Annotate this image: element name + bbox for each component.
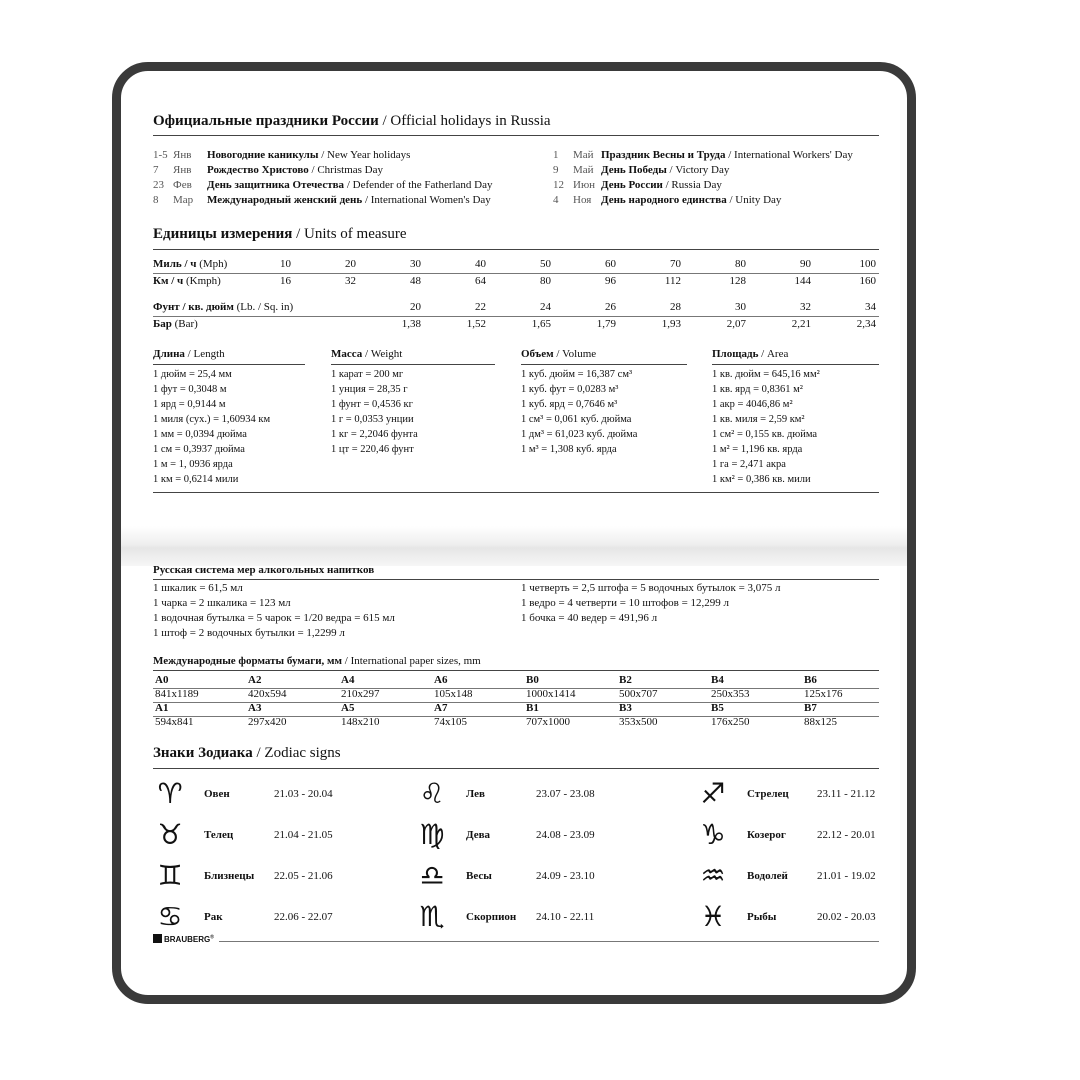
aquarius-icon: ♒ bbox=[700, 859, 726, 892]
weight-item: 1 кг = 2,2046 фунта bbox=[331, 429, 418, 440]
unit-value: 70 bbox=[670, 258, 681, 270]
weight-item: 1 унция = 28,35 г bbox=[331, 384, 408, 395]
libra-icon: ♎ bbox=[419, 859, 445, 892]
holiday-name bbox=[207, 149, 410, 161]
holiday-name bbox=[207, 194, 491, 206]
holiday-name-ru: День Победы bbox=[601, 164, 667, 176]
psi-label: Фунт / кв. дюйм (Lb. / Sq. in) bbox=[153, 301, 294, 313]
unit-value: 160 bbox=[859, 275, 876, 287]
zodiac-dates: 21.01 - 19.02 bbox=[817, 870, 876, 882]
paper-size: 250x353 bbox=[711, 688, 750, 700]
holiday-date: 8 bbox=[153, 194, 159, 206]
zodiac-title bbox=[153, 745, 341, 762]
unit-value: 60 bbox=[605, 258, 616, 270]
paper-size: 707x1000 bbox=[526, 716, 570, 728]
zodiac-name: Весы bbox=[466, 870, 492, 882]
alcohol-item: 1 штоф = 2 водочных бутылки = 1,2299 л bbox=[153, 627, 345, 639]
paper-rule bbox=[153, 670, 879, 671]
volume-item: 1 дм³ = 61,023 куб. дюйма bbox=[521, 429, 638, 440]
holiday-name bbox=[601, 194, 781, 206]
length-item: 1 м = 1, 0936 ярда bbox=[153, 459, 233, 470]
unit-value: 48 bbox=[410, 275, 421, 287]
kmph-label: Км / ч (Kmph) bbox=[153, 275, 221, 287]
units-title-ru: Единицы измерения bbox=[153, 226, 293, 242]
weight-item: 1 карат = 200 мг bbox=[331, 369, 404, 380]
unit-value: 50 bbox=[540, 258, 551, 270]
length-item: 1 дюйм = 25,4 мм bbox=[153, 369, 232, 380]
unit-value: 40 bbox=[475, 258, 486, 270]
paper-size: 148x210 bbox=[341, 716, 380, 728]
holiday-name-en: / New Year holidays bbox=[318, 149, 411, 161]
holiday-name-en: / Defender of the Fatherland Day bbox=[344, 179, 493, 191]
zodiac-title-ru: Знаки Зодиака bbox=[153, 745, 253, 761]
zodiac-name: Скорпион bbox=[466, 911, 517, 923]
holiday-month: Янв bbox=[173, 164, 192, 176]
zodiac-name: Рыбы bbox=[747, 911, 777, 923]
weight-title-ru: Масса bbox=[331, 348, 363, 360]
aries-icon: ♈ bbox=[157, 777, 183, 810]
unit-value: 2,07 bbox=[726, 318, 746, 330]
holidays-rule bbox=[153, 135, 879, 136]
paper-format: A0 bbox=[155, 674, 169, 686]
area-title-ru: Площадь bbox=[712, 348, 759, 360]
unit-value: 20 bbox=[345, 258, 356, 270]
holiday-name-en: / International Workers' Day bbox=[725, 149, 853, 161]
paper-size: 210x297 bbox=[341, 688, 380, 700]
paper-format: A1 bbox=[155, 702, 169, 714]
holiday-month: Май bbox=[573, 164, 594, 176]
unit-value: 2,21 bbox=[791, 318, 811, 330]
holiday-name-en: / Christmas Day bbox=[308, 164, 384, 176]
paper-format: A4 bbox=[341, 674, 355, 686]
unit-value: 1,79 bbox=[596, 318, 616, 330]
units-rule bbox=[153, 249, 879, 250]
holiday-name-en: / International Women's Day bbox=[362, 194, 491, 206]
length-item: 1 см = 0,3937 дюйма bbox=[153, 444, 245, 455]
length-rule bbox=[153, 364, 305, 365]
zodiac-dates: 24.08 - 23.09 bbox=[536, 829, 595, 841]
holiday-date: 1-5 bbox=[153, 149, 168, 161]
length-title-en: / Length bbox=[184, 348, 225, 360]
zodiac-dates: 21.03 - 20.04 bbox=[274, 788, 333, 800]
zodiac-name: Близнецы bbox=[204, 870, 255, 882]
paper-size: 74x105 bbox=[434, 716, 467, 728]
alcohol-item: 1 бочка = 40 ведер = 491,96 л bbox=[521, 612, 658, 624]
zodiac-name: Рак bbox=[204, 911, 223, 923]
zodiac-name: Лев bbox=[466, 788, 485, 800]
unit-value: 144 bbox=[794, 275, 811, 287]
holidays-title-en: / Official holidays in Russia bbox=[378, 113, 551, 129]
unit-value: 1,52 bbox=[466, 318, 486, 330]
volume-item: 1 см³ = 0,061 куб. дюйма bbox=[521, 414, 632, 425]
paper-format: B2 bbox=[619, 674, 632, 686]
mph-rule bbox=[153, 273, 879, 274]
paper-size: 105x148 bbox=[434, 688, 473, 700]
paper-size: 594x841 bbox=[155, 716, 194, 728]
zodiac-name: Дева bbox=[466, 829, 491, 841]
area-item: 1 кв. ярд = 0,8361 м² bbox=[712, 384, 803, 395]
paper-format: A5 bbox=[341, 702, 355, 714]
psi-rule bbox=[153, 316, 879, 317]
paper-size: 1000x1414 bbox=[526, 688, 576, 700]
alcohol-title: Русская система мер алкогольных напитков bbox=[153, 564, 375, 576]
unit-value: 26 bbox=[605, 301, 616, 313]
taurus-icon: ♉ bbox=[157, 818, 183, 851]
unit-value: 1,65 bbox=[531, 318, 551, 330]
unit-value: 128 bbox=[729, 275, 746, 287]
weight-item: 1 г = 0,0353 унции bbox=[331, 414, 414, 425]
holiday-month: Мар bbox=[173, 194, 194, 206]
volume-item: 1 куб. дюйм = 16,387 см³ bbox=[521, 369, 633, 380]
length-item: 1 мм = 0,0394 дюйма bbox=[153, 429, 247, 440]
unit-value: 32 bbox=[345, 275, 356, 287]
length-header bbox=[153, 348, 225, 360]
unit-value: 28 bbox=[670, 301, 681, 313]
virgo-icon: ♍ bbox=[419, 818, 445, 851]
scorpio-icon: ♏ bbox=[419, 900, 445, 933]
holiday-date: 7 bbox=[153, 164, 159, 176]
unit-value: 16 bbox=[280, 275, 291, 287]
volume-item: 1 куб. фут = 0,0283 м³ bbox=[521, 384, 619, 395]
zodiac-name: Телец bbox=[204, 829, 234, 841]
paper-format: B5 bbox=[711, 702, 724, 714]
paper-size: 841x1189 bbox=[155, 688, 199, 700]
paper-size: 297x420 bbox=[248, 716, 287, 728]
brand-logo-text: BRAUBERG bbox=[164, 935, 211, 944]
unit-value: 90 bbox=[800, 258, 811, 270]
holiday-name-en: / Unity Day bbox=[726, 194, 782, 206]
paper-size: 125x176 bbox=[804, 688, 843, 700]
zodiac-dates: 22.12 - 20.01 bbox=[817, 829, 876, 841]
holiday-date: 23 bbox=[153, 179, 164, 191]
holiday-name bbox=[207, 179, 493, 191]
zodiac-dates: 22.06 - 22.07 bbox=[274, 911, 333, 923]
page-frame bbox=[112, 62, 916, 1004]
weight-item: 1 фунт = 0,4536 кг bbox=[331, 399, 413, 410]
alcohol-item: 1 чарка = 2 шкалика = 123 мл bbox=[153, 597, 291, 609]
area-item: 1 га = 2,471 акра bbox=[712, 459, 786, 470]
holidays-title-ru: Официальные праздники России bbox=[153, 113, 379, 129]
alcohol-rule bbox=[153, 579, 879, 580]
area-item: 1 кв. миля = 2,59 км² bbox=[712, 414, 805, 425]
alcohol-item: 1 шкалик = 61,5 мл bbox=[153, 582, 243, 594]
length-item: 1 миля (сух.) = 1,60934 км bbox=[153, 414, 271, 425]
zodiac-dates: 24.09 - 23.10 bbox=[536, 870, 595, 882]
holiday-name-en: / Russia Day bbox=[662, 179, 722, 191]
unit-value: 34 bbox=[865, 301, 876, 313]
paper-size: 500x707 bbox=[619, 688, 658, 700]
paper-size: 420x594 bbox=[248, 688, 287, 700]
zodiac-dates: 24.10 - 22.11 bbox=[536, 911, 595, 923]
leo-icon: ♌ bbox=[419, 777, 445, 810]
alcohol-item: 1 четверть = 2,5 штофа = 5 водочных бутылок = 3,075 л bbox=[521, 582, 781, 594]
length-item: 1 ярд = 0,9144 м bbox=[153, 399, 226, 410]
sagittarius-icon: ♐ bbox=[700, 777, 726, 810]
weight-title-en: / Weight bbox=[362, 348, 403, 360]
bar-label: Бар (Bar) bbox=[153, 318, 198, 330]
brand-logo bbox=[153, 934, 214, 944]
zodiac-dates: 23.07 - 23.08 bbox=[536, 788, 595, 800]
alcohol-item: 1 ведро = 4 четверти = 10 штофов = 12,299 л bbox=[521, 597, 730, 609]
volume-rule bbox=[521, 364, 687, 365]
area-rule bbox=[712, 364, 879, 365]
holiday-date: 4 bbox=[553, 194, 559, 206]
area-item: 1 км² = 0,386 кв. мили bbox=[712, 474, 811, 485]
conversions-bottom-rule bbox=[153, 492, 879, 493]
gemini-icon: ♊ bbox=[157, 859, 183, 892]
weight-header bbox=[331, 348, 402, 360]
volume-item: 1 м³ = 1,308 куб. ярда bbox=[521, 444, 617, 455]
holiday-name-ru: День народного единства bbox=[601, 194, 727, 206]
holiday-name-ru: Международный женский день bbox=[207, 194, 363, 206]
holiday-date: 9 bbox=[553, 164, 559, 176]
unit-value: 2,34 bbox=[856, 318, 876, 330]
unit-value: 96 bbox=[605, 275, 616, 287]
paper-format: B0 bbox=[526, 674, 539, 686]
unit-value: 24 bbox=[540, 301, 551, 313]
holiday-name bbox=[601, 164, 729, 176]
unit-value: 80 bbox=[735, 258, 746, 270]
paper-format: B3 bbox=[619, 702, 632, 714]
holidays-title bbox=[153, 113, 551, 130]
holiday-name-ru: Новогодние каникулы bbox=[207, 149, 319, 161]
holiday-name bbox=[601, 149, 853, 161]
area-item: 1 кв. дюйм = 645,16 мм² bbox=[712, 369, 820, 380]
paper-title-ru: Международные форматы бумаги, мм bbox=[153, 655, 343, 667]
holiday-month: Май bbox=[573, 149, 594, 161]
zodiac-dates: 21.04 - 21.05 bbox=[274, 829, 333, 841]
bar-row bbox=[153, 318, 879, 334]
holiday-name-ru: День защитника Отечества bbox=[207, 179, 345, 191]
unit-value: 80 bbox=[540, 275, 551, 287]
zodiac-name: Овен bbox=[204, 788, 230, 800]
brand-logo-icon bbox=[153, 934, 162, 943]
weight-item: 1 цт = 220,46 фунт bbox=[331, 444, 414, 455]
psi-row bbox=[153, 301, 879, 317]
unit-value: 30 bbox=[735, 301, 746, 313]
zodiac-name: Водолей bbox=[747, 870, 788, 882]
paper-size: 176x250 bbox=[711, 716, 750, 728]
units-title bbox=[153, 226, 407, 243]
unit-value: 20 bbox=[410, 301, 421, 313]
length-list bbox=[153, 367, 270, 487]
paper-format: A6 bbox=[434, 674, 448, 686]
zodiac-dates: 22.05 - 21.06 bbox=[274, 870, 333, 882]
volume-header bbox=[521, 348, 596, 360]
mph-row bbox=[153, 258, 879, 274]
cancer-icon: ♋ bbox=[157, 900, 183, 933]
zodiac-name: Козерог bbox=[747, 829, 786, 841]
unit-value: 32 bbox=[800, 301, 811, 313]
pisces-icon: ♓ bbox=[700, 900, 726, 933]
unit-value: 100 bbox=[859, 258, 876, 270]
paper-format: B6 bbox=[804, 674, 817, 686]
holiday-name bbox=[207, 164, 383, 176]
zodiac-title-en: / Zodiac signs bbox=[252, 745, 341, 761]
zodiac-name: Стрелец bbox=[747, 788, 789, 800]
area-item: 1 м² = 1,196 кв. ярда bbox=[712, 444, 803, 455]
area-title-en: / Area bbox=[758, 348, 789, 360]
holiday-name bbox=[601, 179, 722, 191]
mph-label: Миль / ч (Mph) bbox=[153, 258, 228, 270]
area-header bbox=[712, 348, 788, 360]
paper-title-en: / International paper sizes, mm bbox=[342, 655, 481, 667]
paper-size: 353x500 bbox=[619, 716, 658, 728]
paper-title bbox=[153, 655, 481, 667]
unit-value: 112 bbox=[664, 275, 681, 287]
paper-rule-1 bbox=[153, 688, 879, 689]
paper-format: A3 bbox=[248, 702, 262, 714]
holiday-month: Ноя bbox=[573, 194, 592, 206]
alcohol-item: 1 водочная бутылка = 5 чарок = 1/20 ведра = 615 мл bbox=[153, 612, 395, 624]
volume-title-en: / Volume bbox=[553, 348, 597, 360]
zodiac-dates: 20.02 - 20.03 bbox=[817, 911, 876, 923]
length-title-ru: Длина bbox=[153, 348, 185, 360]
area-item: 1 акр = 4046,86 м² bbox=[712, 399, 793, 410]
units-title-en: / Units of measure bbox=[292, 226, 407, 242]
holiday-name-ru: День России bbox=[601, 179, 663, 191]
length-item: 1 фут = 0,3048 м bbox=[153, 384, 227, 395]
paper-rule-3 bbox=[153, 716, 879, 717]
holiday-date: 1 bbox=[553, 149, 559, 161]
length-item: 1 км = 0,6214 мили bbox=[153, 474, 239, 485]
unit-value: 30 bbox=[410, 258, 421, 270]
unit-value: 22 bbox=[475, 301, 486, 313]
volume-item: 1 куб. ярд = 0,7646 м³ bbox=[521, 399, 618, 410]
weight-list bbox=[331, 367, 418, 457]
brand-logo-mark: ® bbox=[210, 934, 214, 941]
holiday-month: Июн bbox=[573, 179, 596, 191]
paper-format: B7 bbox=[804, 702, 817, 714]
paper-format: B4 bbox=[711, 674, 724, 686]
volume-list bbox=[521, 367, 637, 457]
zodiac-dates: 23.11 - 21.12 bbox=[817, 788, 876, 800]
unit-value: 1,38 bbox=[401, 318, 421, 330]
unit-value: 10 bbox=[280, 258, 291, 270]
page-fold bbox=[121, 526, 907, 566]
paper-format: A2 bbox=[248, 674, 262, 686]
volume-title-ru: Объем bbox=[521, 348, 554, 360]
paper-format: A7 bbox=[434, 702, 448, 714]
holiday-month: Фев bbox=[173, 179, 192, 191]
unit-value: 64 bbox=[475, 275, 486, 287]
unit-value: 1,93 bbox=[661, 318, 681, 330]
capricorn-icon: ♑ bbox=[700, 818, 726, 851]
holiday-name-ru: Праздник Весны и Труда bbox=[601, 149, 726, 161]
holiday-date: 12 bbox=[553, 179, 564, 191]
area-item: 1 см² = 0,155 кв. дюйма bbox=[712, 429, 818, 440]
footer-rule bbox=[219, 941, 879, 942]
weight-rule bbox=[331, 364, 495, 365]
paper-size: 88x125 bbox=[804, 716, 837, 728]
kmph-row bbox=[153, 275, 879, 291]
paper-format: B1 bbox=[526, 702, 539, 714]
holiday-name-ru: Рождество Христово bbox=[207, 164, 309, 176]
area-list bbox=[712, 367, 820, 487]
holiday-month: Янв bbox=[173, 149, 192, 161]
holiday-name-en: / Victory Day bbox=[666, 164, 730, 176]
paper-rule-2 bbox=[153, 702, 879, 703]
zodiac-rule bbox=[153, 768, 879, 769]
